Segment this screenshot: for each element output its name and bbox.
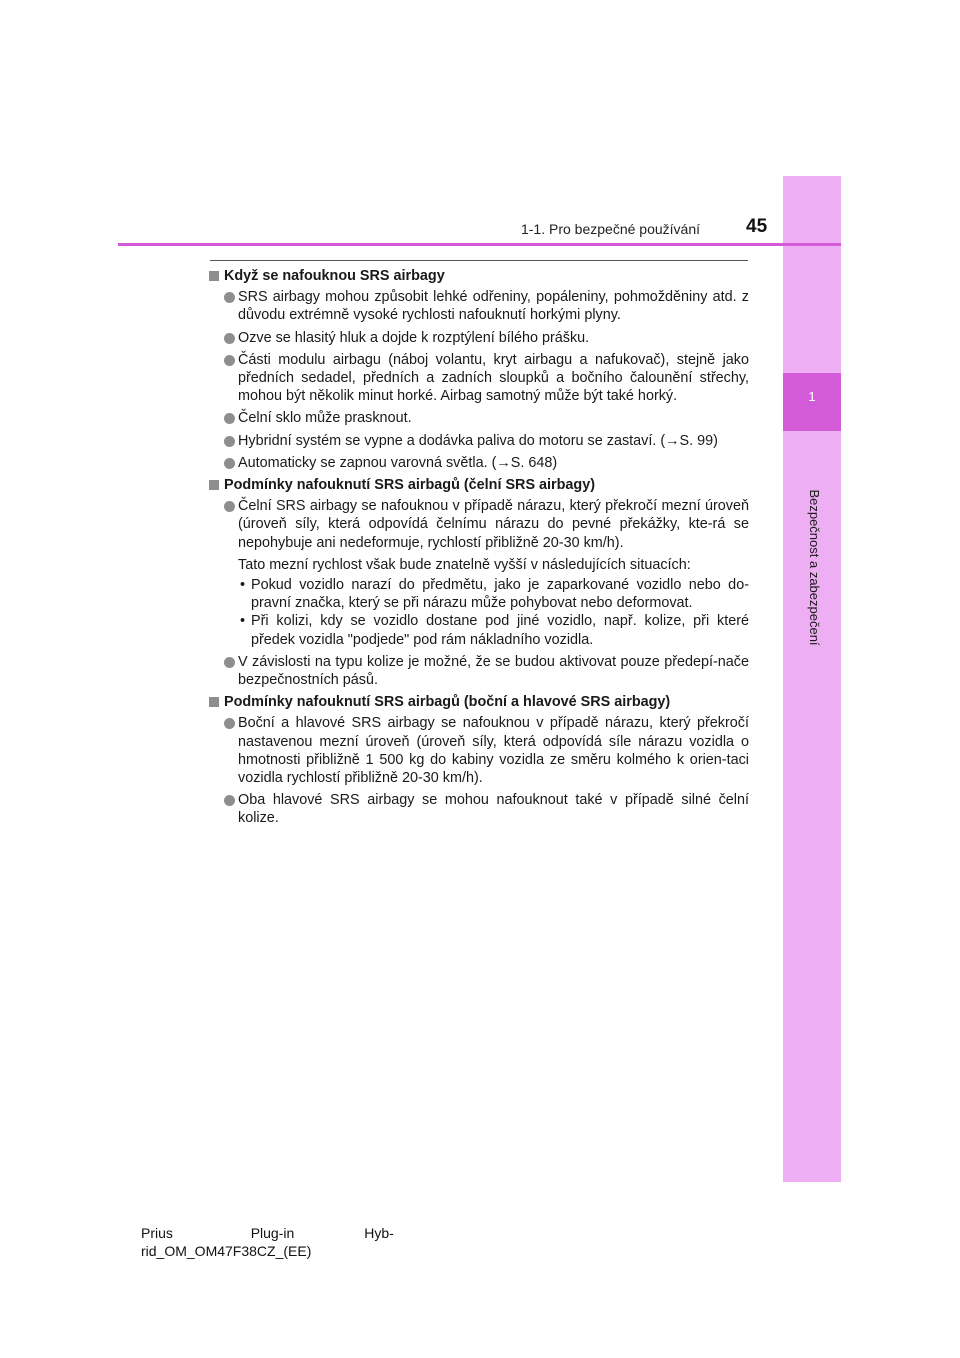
page-content xyxy=(209,267,749,832)
circle-bullet-icon xyxy=(224,436,235,447)
sub-list-item: • Při kolizi, kdy se vozidlo dostane pod jiné vozidlo, např. kolize, při které předek vozidla "podjede" pod rám nákladního vozidla. xyxy=(240,613,749,648)
sub-list-item: • Pokud vozidlo narazí do předmětu, jako je zaparkované vozidlo nebo do-pravní značka, který se při nárazu může pohybovat nebo deformovat. xyxy=(240,577,749,612)
list-item: V závislosti na typu kolize je možné, že se budou aktivovat pouze předepí-nače bezpečnostních pásů. xyxy=(209,653,749,689)
list-item: Oba hlavové SRS airbagy se mohou nafouknout také v případě silné čelní kolize. xyxy=(209,791,749,827)
circle-bullet-icon xyxy=(224,292,235,303)
footer-line: rid_OM_OM47F38CZ_(EE) xyxy=(141,1243,312,1259)
circle-bullet-icon xyxy=(224,718,235,729)
circle-bullet-icon xyxy=(224,333,235,344)
list-item: Automaticky se zapnou varovná světla. (→S. 648) xyxy=(209,454,749,472)
circle-bullet-icon xyxy=(224,458,235,469)
list-item: Části modulu airbagu (náboj volantu, kryt airbagu a nafukovač), stejně jako předních sedadel, předních a zadních sloupků a bočního čalounění střechy, mohou být několik minut horké. Airbag samotný může být také horký. xyxy=(209,351,749,406)
square-bullet-icon xyxy=(209,480,219,490)
content-divider xyxy=(210,260,748,261)
circle-bullet-icon xyxy=(224,501,235,512)
paragraph: Tato mezní rychlost však bude znatelně vyšší v následujících situacích: xyxy=(238,556,691,573)
circle-bullet-icon xyxy=(224,795,235,806)
section-heading: Podmínky nafouknutí SRS airbagů (boční a hlavové SRS airbagy) xyxy=(209,693,749,711)
header-rule xyxy=(118,243,841,246)
list-item: Čelní sklo může prasknout. xyxy=(209,409,749,427)
list-item: SRS airbagy mohou způsobit lehké odřeniny, popáleniny, pohmožděniny atd. z důvodu extrémně vysoké rychlosti nafouknutí horkými plyny. xyxy=(209,288,749,324)
footer-line: Prius Plug-in Hyb- xyxy=(141,1225,394,1241)
page-number: 45 xyxy=(746,216,768,237)
list-item: Čelní SRS airbagy se nafouknou v případě nárazu, který překročí mezní úroveň (úroveň síly, která odpovídá čelnímu nárazu do pevné překážky, kte-rá se nepohybuje ani nedeformuje, rychlostí přibližně 20-30 km/h). xyxy=(209,497,749,552)
circle-bullet-icon xyxy=(224,657,235,668)
section-reference: 1-1. Pro bezpečné používání xyxy=(520,221,700,237)
section-heading: Podmínky nafouknutí SRS airbagů (čelní SRS airbagy) xyxy=(209,476,749,494)
square-bullet-icon xyxy=(209,697,219,707)
chapter-number: 1 xyxy=(808,389,816,404)
dot-bullet-icon: • xyxy=(240,613,246,630)
square-bullet-icon xyxy=(209,271,219,281)
dot-bullet-icon: • xyxy=(240,577,246,594)
chapter-title: Bezpečnost a zabezpečení xyxy=(807,489,822,646)
document-footer xyxy=(141,1224,394,1260)
list-item: Ozve se hlasitý hluk a dojde k rozptýlení bílého prášku. xyxy=(209,329,749,347)
list-item: Boční a hlavové SRS airbagy se nafouknou v případě nárazu, který překročí nastavenou mezní úroveň (úroveň síly, která odpovídá síle nárazu vozidla o hmotnosti přibližně 1 500 kg do kabiny vozidla ze směru kolmého k orien-taci vozidla rychlostí přibližně 20-30 km/h). xyxy=(209,714,749,787)
circle-bullet-icon xyxy=(224,355,235,366)
section-heading: Když se nafouknou SRS airbagy xyxy=(209,267,749,285)
circle-bullet-icon xyxy=(224,413,235,424)
list-item: Hybridní systém se vypne a dodávka paliva do motoru se zastaví. (→S. 99) xyxy=(209,432,749,450)
